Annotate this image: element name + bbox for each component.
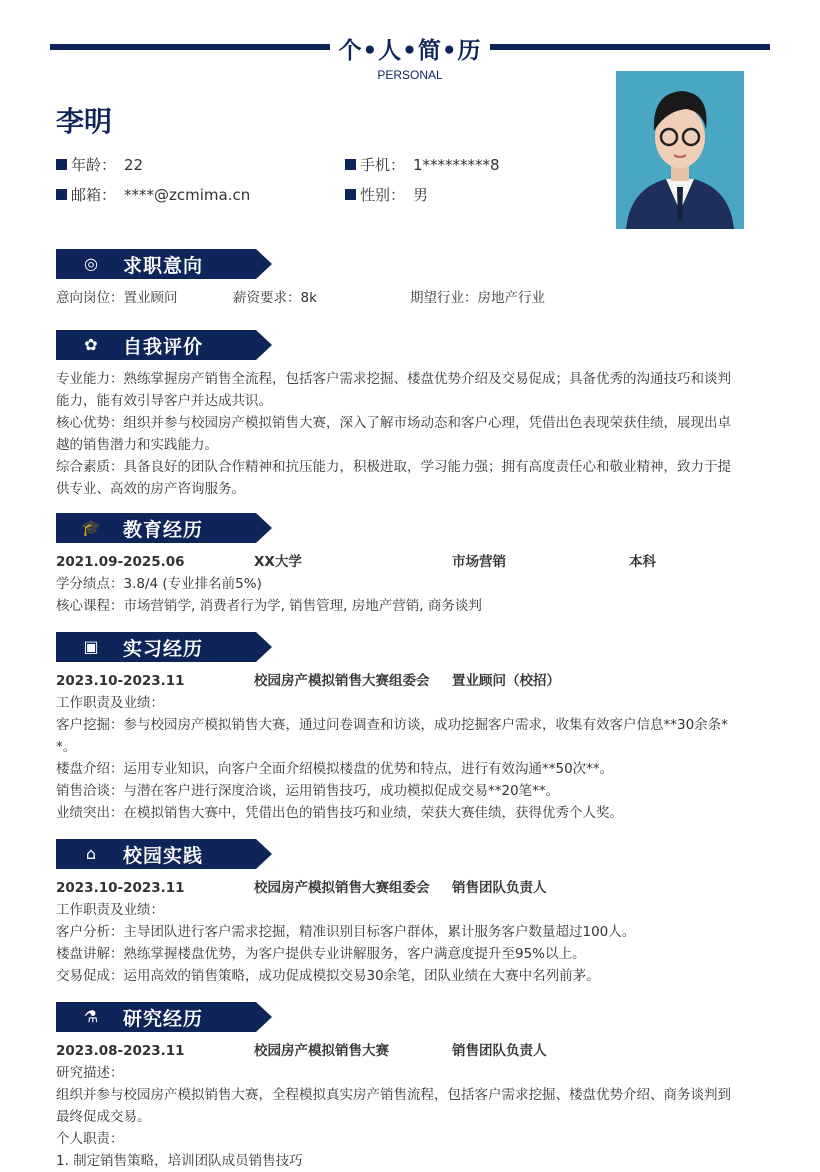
section-text-line: 组织并参与校园房产模拟销售大赛，全程模拟真实房产销售流程，包括客户需求挖掘、楼盘优势介绍、商务谈判到 [56,1087,731,1103]
section-header [56,330,272,360]
section-text-line: 供专业、高效的房产咨询服务。 [56,481,245,497]
section-text-line: 工作职责及业绩： [56,695,164,711]
entry-field: 2023.10-2023.11 [56,880,185,896]
section-text-line: 楼盘讲解：熟练掌握楼盘优势，为客户提供专业讲解服务，客户满意度提升至95%以上。 [56,946,586,962]
award-icon: ✿ [84,335,98,354]
section-1 [56,249,766,309]
bullet-square-icon [345,159,356,170]
info-value: 男 [413,186,429,204]
entry-header-row [56,551,766,573]
entry-field: 校园房产模拟销售大赛 [254,1043,389,1059]
info-label: 手机： [360,156,406,174]
intent-row [56,287,766,309]
section-header [56,249,272,279]
section-text-line: 综合素质：具备良好的团队合作精神和抗压能力，积极进取，学习能力强；拥有高度责任心和敬业精神，致力于提 [56,459,731,475]
section-text-line: 研究描述： [56,1065,124,1081]
section-2 [56,330,766,500]
info-label: 年龄： [71,156,117,174]
section-6 [56,1002,766,1172]
intent-item: 意向岗位：置业顾问 [56,290,178,306]
section-text-line: *。 [56,739,77,755]
section-text-line: 客户分析：主导团队进行客户需求挖掘，精准识别目标客户群体，累计服务客户数量超过100人。 [56,924,636,940]
section-text-line: 客户挖掘：参与校园房产模拟销售大赛，通过问卷调查和访谈，成功挖掘客户需求，收集有效客户信息**30余条* [56,717,728,733]
section-title: 自我评价 [123,336,204,358]
section-text-line: 楼盘介绍：运用专业知识，向客户全面介绍模拟楼盘的优势和特点，进行有效沟通**50次**。 [56,761,614,777]
bullet-square-icon [56,189,67,200]
intent-item: 期望行业：房地产行业 [410,290,545,306]
target-icon: ◎ [84,254,98,273]
section-text-line: 业绩突出：在模拟销售大赛中，凭借出色的销售技巧和业绩，荣获大赛佳绩，获得优秀个人奖。 [56,805,623,821]
section-text-line: 专业能力：熟练掌握房产销售全流程，包括客户需求挖掘、楼盘优势介绍及交易促成；具备优秀的沟通技巧和谈判 [56,371,731,387]
section-title: 校园实践 [123,845,204,867]
section-text-line: 核心优势：组织并参与校园房产模拟销售大赛，深入了解市场动态和客户心理，凭借出色表现荣获佳绩，展现出卓 [56,415,731,431]
section-header [56,1002,272,1032]
info-label: 性别： [360,186,406,204]
section-text-line: 核心课程：市场营销学, 消费者行为学, 销售管理, 房地产营销, 商务谈判 [56,598,482,614]
section-text-line: 1. 制定销售策略，培训团队成员销售技巧 [56,1153,303,1169]
section-text-line: 销售洽谈：与潜在客户进行深度洽谈，运用销售技巧，成功模拟促成交易**20笔**。 [56,783,560,799]
page-title: 个•人•简•历 [338,38,482,64]
section-header [56,839,272,869]
section-text-line: 最终促成交易。 [56,1109,151,1125]
info-value: 22 [124,155,144,174]
candidate-name: 李明 [56,105,113,138]
section-4 [56,632,766,824]
info-age [56,154,143,175]
entry-field: 市场营销 [452,554,506,570]
intent-item: 薪资要求：8k [233,290,317,306]
section-text-line: 工作职责及业绩： [56,902,164,918]
building-icon: ⌂ [85,844,97,863]
bullet-square-icon [345,189,356,200]
section-5 [56,839,766,987]
entry-header-row [56,877,766,899]
entry-header-row [56,670,766,692]
entry-field: 销售团队负责人 [452,1043,547,1059]
entry-field: 2023.08-2023.11 [56,1043,185,1059]
section-text-line: 学分绩点：3.8/4 (专业排名前5%) [56,576,262,592]
section-title: 求职意向 [123,255,204,277]
graduation-cap-icon: 🎓 [81,518,101,537]
entry-field: 置业顾问（校招） [452,673,560,689]
section-header [56,632,272,662]
briefcase-icon: ▣ [83,637,99,656]
entry-field: 2023.10-2023.11 [56,673,185,689]
entry-field: 校园房产模拟销售大赛组委会 [254,880,430,896]
section-text-line: 越的销售潜力和实践能力。 [56,437,218,453]
entry-field: 2021.09-2025.06 [56,554,185,570]
section-title: 实习经历 [123,638,204,660]
section-text-line: 交易促成：运用高效的销售策略，成功促成模拟交易30余笔，团队业绩在大赛中名列前茅。 [56,968,600,984]
section-3 [56,513,766,617]
section-header [56,513,272,543]
profile-photo [616,71,744,229]
info-value: 1*********8 [413,155,500,174]
flask-icon: ⚗ [83,1007,99,1026]
info-phone [345,154,500,175]
entry-header-row [56,1040,766,1062]
bullet-square-icon [56,159,67,170]
info-label: 邮箱： [71,186,117,204]
info-gender [345,184,428,205]
section-title: 研究经历 [123,1008,204,1030]
entry-field: 销售团队负责人 [452,880,547,896]
entry-field: 本科 [629,554,656,570]
page-subtitle: PERSONAL [377,68,443,82]
entry-field: 校园房产模拟销售大赛组委会 [254,673,430,689]
info-email [56,184,250,205]
info-value: ****@zcmima.cn [124,185,251,204]
entry-field: XX大学 [254,554,302,570]
section-text-line: 能力，能有效引导客户并达成共识。 [56,393,272,409]
section-text-line: 个人职责： [56,1131,124,1147]
section-title: 教育经历 [123,519,204,541]
